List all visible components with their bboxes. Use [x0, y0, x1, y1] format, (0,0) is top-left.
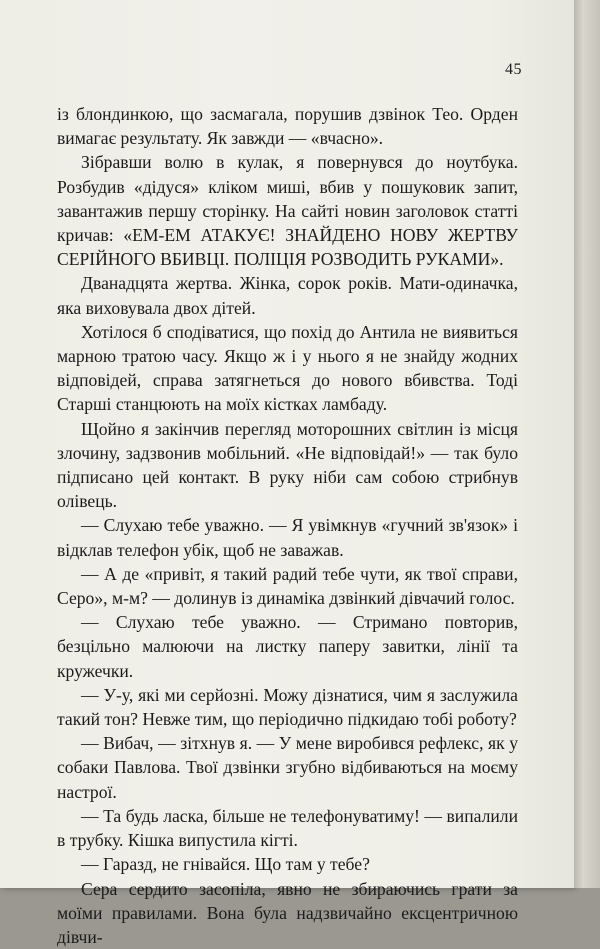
paragraph: — Слухаю тебе уважно. — Стримано повторив, безцільно малюючи на листку паперу завитки, лінії та кружечки. — [57, 610, 518, 683]
page-edge — [574, 0, 600, 888]
paragraph: Щойно я закінчив перегляд моторошних світлин із місця злочину, задзвонив мобільний. «Не відповідай!» — так було підписано цей контакт. В руку ніби сам собою стрибнув олівець. — [57, 417, 518, 514]
paragraph: — А де «привіт, я такий радий тебе чути, як твої справи, Серо», м-м? — долинув із динаміка дзвінкий дівчачий голос. — [57, 562, 518, 610]
body-text — [57, 102, 518, 949]
paragraph: Дванадцята жертва. Жінка, сорок років. Мати-одиначка, яка виховувала двох дітей. — [57, 271, 518, 319]
paragraph: із блондинкою, що засмагала, порушив дзвінок Тео. Орден вимагає результату. Як завжди — «вчасно». — [57, 102, 518, 150]
paragraph: — Слухаю тебе уважно. — Я увімкнув «гучний зв'язок» і відклав телефон убік, щоб не заважав. — [57, 513, 518, 561]
paragraph: — Гаразд, не гнівайся. Що там у тебе? — [57, 852, 518, 876]
paragraph: — У-у, які ми серйозні. Можу дізнатися, чим я заслужила такий тон? Невже тим, що періодично підкидаю тобі роботу? — [57, 683, 518, 731]
paragraph: Хотілося б сподіватися, що похід до Антила не виявиться марною тратою часу. Якщо ж і у нього я не знайду жодних відповідей, справа затягнеться до нового вбивства. Тоді Старші станцюють на моїх кістках ламбаду. — [57, 320, 518, 417]
paragraph: Зібравши волю в кулак, я повернувся до ноутбука. Розбудив «дідуся» кліком миші, вбив у пошуковик запит, завантажив першу сторінку. На сайті новин заголовок статті кричав: «ЕМ-ЕМ АТАКУЄ! ЗНАЙДЕНО НОВУ ЖЕРТВУ СЕРІЙНОГО ВБИВЦІ. ПОЛІЦІЯ РОЗВОДИТЬ РУКАМИ». — [57, 150, 518, 271]
paragraph: Сера сердито засопіла, явно не збираючись грати за моїми правилами. Вона була надзвичайно ексцентричною дівчи- — [57, 877, 518, 949]
paragraph: — Вибач, — зітхнув я. — У мене виробився рефлекс, як у собаки Павлова. Твої дзвінки згубно відбиваються на моєму настрої. — [57, 731, 518, 804]
page-number: 45 — [505, 61, 522, 79]
paragraph: — Та будь ласка, більше не телефонуватиму! — випалили в трубку. Кішка випустила кігті. — [57, 804, 518, 852]
